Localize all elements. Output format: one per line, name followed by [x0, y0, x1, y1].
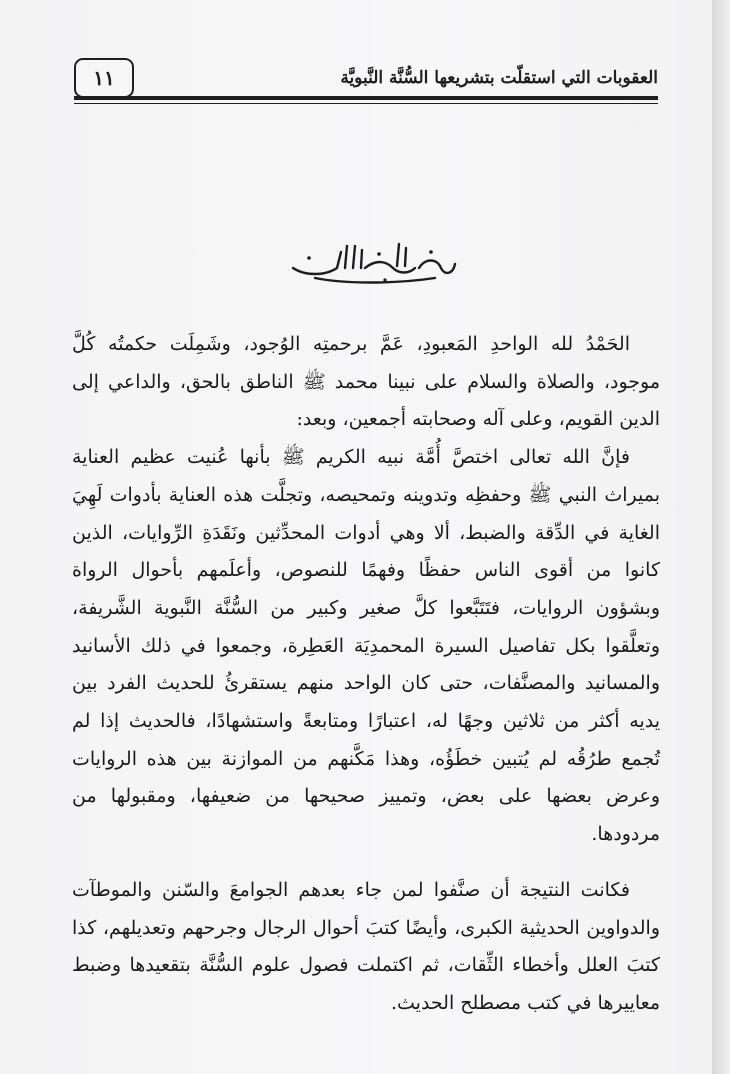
running-title: العقوبات التي استقلّت بتشريعها السُّنَّة النَّبويَّة: [340, 68, 658, 88]
body-text: [72, 326, 660, 1023]
header-rule-thick: [74, 96, 658, 100]
page-number: ١١: [74, 58, 134, 98]
page-header: [74, 58, 658, 98]
paragraph-third: فكانت النتيجة أن صنَّفوا لمن جاء بعدهم الجوامعَ والسّنن والموطآت والدواوين الحديثية الكبرى، وأيضًا كتبَ أحوال الرجال وجرحهم وتعديلهم، كذا كتبَ العلل وأخطاء الثِّقات، ثم اكتملت فصول علوم السُّنَّة بتقعيدها وضبط معاييرها في كتب مصطلح الحديث.: [72, 878, 660, 1014]
header-rule-thin: [74, 103, 658, 104]
basmala-calligraphy-drawing: [285, 238, 461, 286]
book-spine-edge: [712, 0, 730, 1074]
basmala-calligraphy: [285, 238, 461, 286]
paragraph-opening: الحَمْدُ لله الواحدِ المَعبودِ، عَمَّ برحمتِه الوُجود، وشَمِلَت حكمتُه كُلَّ موجود، والصلاة والسلام على نبينا محمد ﷺ الناطق بالحق، والداعي إلى الدين القويم، وعلى آله وصحابته أجمعين، وبعد:: [72, 333, 660, 431]
paragraph-second: فإنَّ الله تعالى اختصَّ أُمَّة نبيه الكريم ﷺ بأنها عُنيت عظيم العناية بميراث النبي ﷺ وحفظِه وتدوينه وتمحيصه، وتجلَّت هذه العناية بأدوات لَهِيَ الغاية في الدِّقة والضبط، ألا وهي أدوات المحدِّثين ونَقَدَةِ الرِّوايات، الذين كانوا من أقوى الناس حفظًا وفهمًا للنصوص، وأعلَمهم بأحوال الرواة وبشؤون الروايات، فتَتَبَّعوا كلَّ صغير وكبير من السُّنَّة النَّبوية الشَّريفة، وتعلَّقوا بكل تفاصيل السيرة المحمدِيَة العَطِرة، وجمعوا في ذلك الأسانيد والمسانيد والمصنَّفات، حتى كان الواحد منهم يستقرئُ للحديث الفرد بين يديه أكثر من ثلاثين وجهًا له، اعتبارًا ومتابعةً واستشهادًا، فالحديث إذا لم تُجمع طرُقُه لم يُتبين خطَؤُه، وهذا مَكَّنهم من الموازنة بين هذه الروايات وعرض بعضها على بعض، وتمييز صحيحها من ضعيفها، ومقبولها من مردودها.: [72, 446, 660, 846]
